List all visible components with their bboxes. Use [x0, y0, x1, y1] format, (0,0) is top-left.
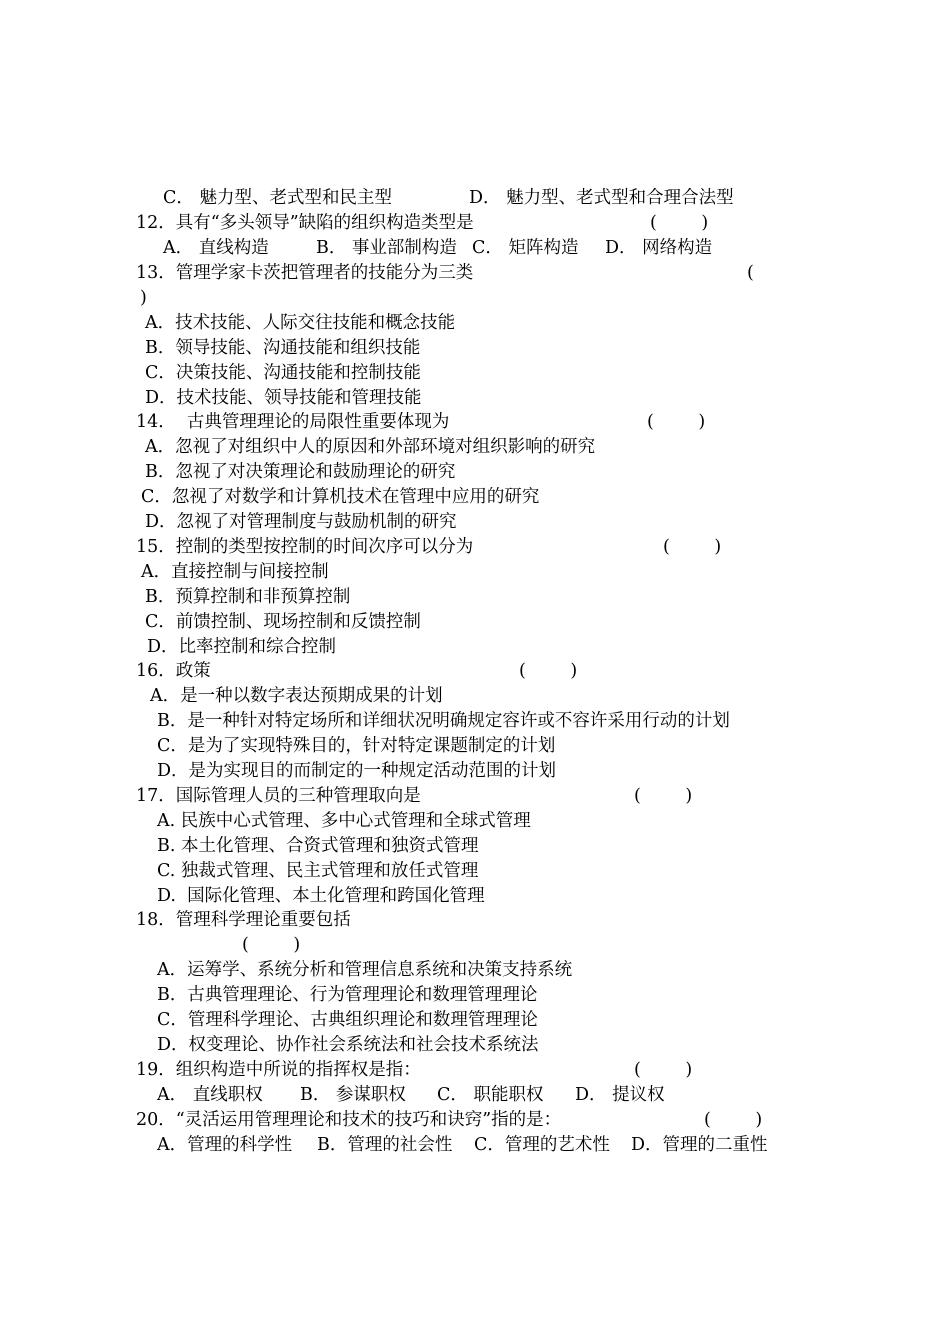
question-14: 14． 古典管理理论的局限性重要体现为 [136, 412, 450, 432]
answer-blank: ( ) [242, 935, 301, 955]
option-b: B．是一种针对特定场所和详细状况明确规定容许或不容许采用行动的计划 [157, 711, 730, 731]
option-b: B． 参谋职权 [300, 1085, 406, 1105]
option-a: A. 民族中心式管理、多中心式管理和全球式管理 [157, 811, 531, 831]
answer-blank: ( ) [704, 1110, 763, 1130]
option-a: A．是一种以数字表达预期成果的计划 [150, 686, 443, 706]
option-a: A．运筹学、系统分析和管理信息系统和决策支持系统 [157, 960, 573, 980]
option-a: A．直接控制与间接控制 [141, 562, 329, 582]
option-b: B．古典管理理论、行为管理理论和数理管理理论 [157, 985, 538, 1005]
option-d: D． 提议权 [575, 1085, 665, 1105]
answer-blank-close: ) [140, 288, 147, 308]
option-b: B． 事业部制构造 [316, 238, 457, 258]
option-b: B. 本土化管理、合资式管理和独资式管理 [157, 836, 479, 856]
option-a: A． 直线职权 [157, 1085, 263, 1105]
option-a: A．忽视了对组织中人的原因和外部环境对组织影响的研究 [145, 437, 596, 457]
option-d: D． 魅力型、老式型和合理合法型 [469, 188, 734, 208]
question-20: 20．“灵活运用管理理论和技术的技巧和诀窍”指的是： [136, 1110, 562, 1130]
option-d: D． 网络构造 [605, 238, 713, 258]
answer-blank: ( ) [519, 661, 578, 681]
option-d: D. 国际化管理、本土化管理和跨国化管理 [157, 886, 485, 906]
option-c: C．是为了实现特殊目的，针对特定课题制定的计划 [157, 736, 556, 756]
answer-blank: ( ) [634, 786, 693, 806]
option-c: C. 独裁式管理、民主式管理和放任式管理 [157, 861, 479, 881]
question-17: 17．国际管理人员的三种管理取向是 [136, 786, 421, 806]
answer-blank: ( ) [650, 213, 709, 233]
answer-blank: ( ) [634, 1060, 693, 1080]
option-d: D．忽视了对管理制度与鼓励机制的研究 [145, 512, 457, 532]
answer-blank: ( ) [663, 537, 722, 557]
option-c: C．忽视了对数学和计算机技术在管理中应用的研究 [141, 487, 540, 507]
option-c: C． 魅力型、老式型和民主型 [163, 188, 392, 208]
option-d: D．管理的二重性 [631, 1135, 768, 1155]
question-19: 19．组织构造中所说的指挥权是指： [136, 1060, 421, 1080]
question-18: 18．管理科学理论重要包括 [136, 910, 351, 930]
option-a: A． 直线构造 [163, 238, 269, 258]
option-c: C． 职能职权 [437, 1085, 544, 1105]
question-13: 13．管理学家卡茨把管理者的技能分为三类 [136, 263, 474, 283]
answer-blank: ( ) [647, 412, 706, 432]
option-c: C．管理的艺术性 [474, 1135, 610, 1155]
question-15: 15．控制的类型按控制的时间次序可以分为 [136, 537, 474, 557]
option-b: B．管理的社会性 [317, 1135, 453, 1155]
question-12: 12．具有“多头领导”缺陷的组织构造类型是 [136, 213, 474, 233]
option-c: C．管理科学理论、古典组织理论和数理管理理论 [157, 1010, 538, 1030]
option-b: B．忽视了对决策理论和鼓励理论的研究 [145, 462, 456, 482]
option-a: A．管理的科学性 [157, 1135, 293, 1155]
option-c: C． 矩阵构造 [472, 238, 579, 258]
option-b: B．领导技能、沟通技能和组织技能 [145, 338, 421, 358]
option-d: D．权变理论、协作社会系统法和社会技术系统法 [157, 1035, 539, 1055]
option-b: B．预算控制和非预算控制 [145, 587, 351, 607]
question-16: 16．政策 [136, 661, 211, 681]
option-d: D．是为实现目的而制定的一种规定活动范围的计划 [157, 761, 557, 781]
option-d: D．比率控制和综合控制 [147, 637, 337, 657]
answer-blank-open: ( [747, 263, 754, 283]
option-d: D．技术技能、领导技能和管理技能 [145, 388, 422, 408]
option-a: A．技术技能、人际交往技能和概念技能 [145, 313, 456, 333]
option-c: C．决策技能、沟通技能和控制技能 [145, 363, 421, 383]
option-c: C．前馈控制、现场控制和反馈控制 [145, 612, 421, 632]
